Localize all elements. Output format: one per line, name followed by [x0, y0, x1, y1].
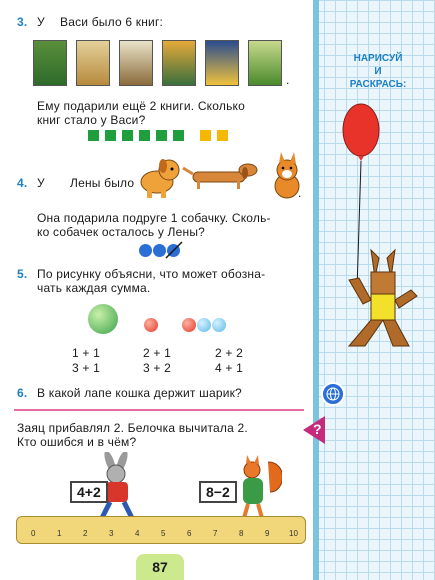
green-square — [156, 130, 167, 141]
ruler-tick: 5 — [161, 529, 166, 538]
period: . — [286, 73, 290, 87]
sidebar-title-line: И — [374, 66, 382, 77]
sum-expression: 3 + 2 — [143, 361, 172, 375]
sum-expression: 3 + 1 — [72, 361, 101, 375]
sidebar-title-line: НАРИСУЙ — [353, 53, 403, 64]
book-image — [248, 40, 282, 86]
task-text: Ему подарили ещё 2 книги. Сколько — [37, 99, 245, 113]
ruler-tick: 0 — [31, 529, 36, 538]
sidebar-edge — [313, 0, 319, 580]
book-image — [119, 40, 153, 86]
dogs-illustration — [135, 150, 305, 202]
sum-expression: 1 + 1 — [72, 346, 101, 360]
task-number: 6. — [17, 386, 28, 400]
ruler-tick: 3 — [109, 529, 114, 538]
task-text: У — [37, 15, 45, 29]
cross-out-line — [164, 240, 184, 260]
sidebar-title-line: РАСКРАСЬ: — [349, 79, 407, 90]
task-text: По рисунку объясни, что может обозна- — [37, 267, 266, 281]
green-square — [88, 130, 99, 141]
dachshund-image — [183, 164, 257, 189]
task-text: ко собачек осталось у Лены? — [37, 225, 206, 239]
book-image — [33, 40, 67, 86]
blue-circle — [139, 244, 152, 257]
task-number: 5. — [17, 267, 28, 281]
ruler-tick: 8 — [239, 529, 244, 538]
blue-ball — [212, 318, 226, 332]
book-image — [162, 40, 196, 86]
yellow-square — [200, 130, 211, 141]
task-text: Она подарила подруге 1 собачку. Сколь- — [37, 211, 271, 225]
task-number: 3. — [17, 15, 28, 29]
hare-equation-card: 4+2 — [70, 481, 108, 503]
task-text: У — [37, 176, 45, 190]
ruler-tick: 9 — [265, 529, 270, 538]
book-image — [76, 40, 110, 86]
book-image — [205, 40, 239, 86]
green-square — [173, 130, 184, 141]
ruler-tick: 1 — [57, 529, 62, 538]
red-ball — [182, 318, 196, 332]
task-text: Заяц прибавлял 2. Белочка вычитала 2. — [17, 421, 248, 435]
sum-expression: 4 + 1 — [215, 361, 244, 375]
task-text: Лены было — [70, 176, 135, 190]
question-mark-icon: ? — [313, 421, 322, 437]
ruler-tick: 2 — [83, 529, 88, 538]
geometric-rabbit-image — [349, 250, 417, 346]
section-divider — [14, 409, 304, 411]
drawing-illustration — [335, 100, 425, 370]
task-text: Кто ошибся и в чём? — [17, 435, 137, 449]
ruler-tick: 10 — [289, 529, 298, 538]
sidebar-title — [333, 52, 423, 91]
ruler-tick: 7 — [213, 529, 218, 538]
sum-expression: 2 + 1 — [143, 346, 172, 360]
task-text: книг стало у Васи? — [37, 113, 146, 127]
sum-expression: 2 + 2 — [215, 346, 244, 360]
task-text: Васи было 6 книг: — [60, 15, 164, 29]
ruler-tick: 6 — [187, 529, 192, 538]
period: . — [298, 186, 302, 200]
task-number: 4. — [17, 176, 28, 190]
big-green-ball — [88, 304, 118, 334]
squirrel-equation-card: 8−2 — [199, 481, 237, 503]
green-square — [105, 130, 116, 141]
yellow-square — [217, 130, 228, 141]
task-text: чать каждая сумма. — [37, 281, 151, 295]
green-square — [139, 130, 150, 141]
task-text: В какой лапе кошка держит шарик? — [37, 386, 242, 400]
puppy-image — [141, 159, 179, 198]
globe-icon — [321, 382, 345, 406]
squirrel-image — [232, 452, 282, 522]
red-ball — [144, 318, 158, 332]
fox-dog-image — [275, 152, 299, 198]
green-square — [122, 130, 133, 141]
blue-ball — [197, 318, 211, 332]
page-number: 87 — [136, 554, 184, 580]
ruler-tick: 4 — [135, 529, 140, 538]
